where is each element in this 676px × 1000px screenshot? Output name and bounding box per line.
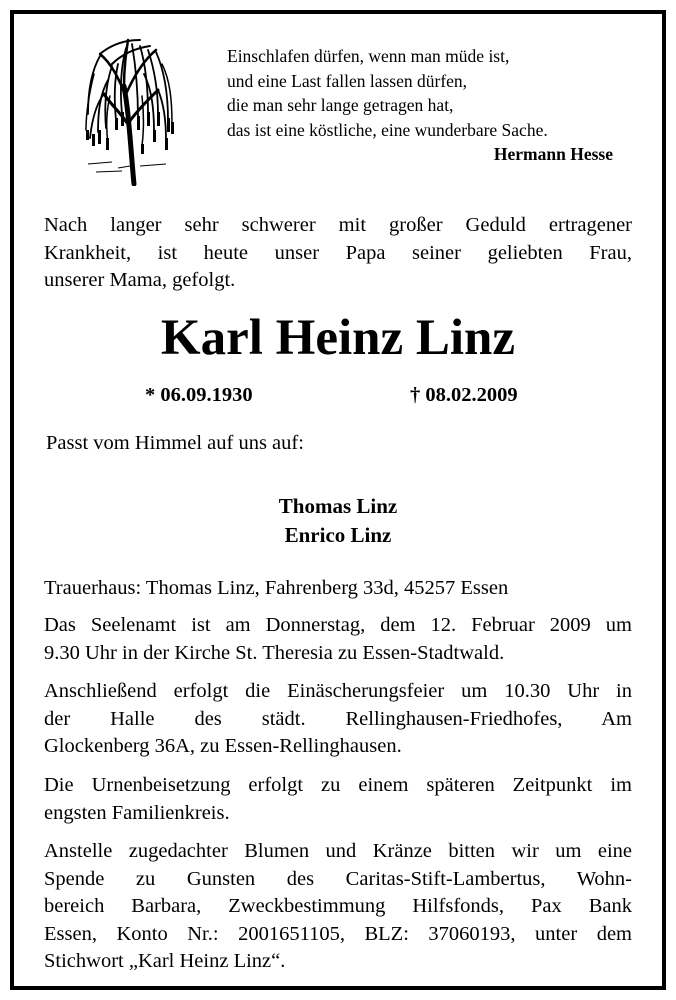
trauerhaus-paragraph — [44, 575, 632, 603]
feier-line: der Halle des städt. Rellinghausen-Friedhofes, Am — [44, 707, 632, 730]
spende-line: Essen, Konto Nr.: 2001651105, BLZ: 37060193, unter dem — [44, 922, 632, 945]
birth-date: * 06.09.1930 — [145, 384, 253, 406]
seelenamt-line: Das Seelenamt ist am Donnerstag, dem 12. Februar 2009 um — [44, 614, 632, 636]
seelenamt-paragraph — [44, 612, 632, 667]
spende-paragraph — [44, 838, 632, 976]
urne-paragraph — [44, 772, 632, 827]
mourner-name: Enrico Linz — [284, 523, 392, 547]
poem-line: und eine Last fallen lassen dürfen, — [227, 70, 468, 91]
spende-line: Anstelle zugedachter Blumen und Kränze bitten wir um eine — [44, 840, 632, 862]
poem-line: das ist eine köstliche, eine wunderbare Sache. — [227, 119, 548, 140]
intro-line: unserer Mama, gefolgt. — [44, 269, 236, 291]
poem-author: Hermann Hesse — [493, 144, 613, 164]
watch-over-text: Passt vom Himmel auf uns auf: — [46, 432, 304, 454]
poem-line: Einschlafen dürfen, wenn man müde ist, — [227, 46, 510, 66]
seelenamt-line: 9.30 Uhr in der Kirche St. Theresia zu Essen-Stadtwald. — [44, 641, 505, 664]
intro-paragraph — [44, 212, 632, 295]
mourner-name: Thomas Linz — [278, 494, 398, 518]
weeping-willow-icon — [82, 34, 176, 186]
poem-line: die man sehr lange getragen hat, — [227, 95, 454, 115]
urne-line: engsten Familienkreis. — [44, 801, 230, 824]
feier-line: Glockenberg 36A, zu Essen-Rellinghausen. — [44, 735, 402, 757]
deceased-name: Karl Heinz Linz — [160, 310, 516, 366]
death-date: † 08.02.2009 — [410, 384, 518, 406]
intro-line: Krankheit, ist heute unser Papa seiner geliebten Frau, — [44, 241, 632, 264]
feier-line: Anschließend erfolgt die Einäscherungsfeier um 10.30 Uhr in — [44, 680, 632, 702]
trauerhaus-line: Trauerhaus: Thomas Linz, Fahrenberg 33d, 45257 Essen — [44, 577, 509, 599]
spende-line: Stichwort „Karl Heinz Linz“. — [44, 950, 286, 972]
intro-line: Nach langer sehr schwerer mit großer Geduld ertragener — [44, 214, 632, 236]
urne-line: Die Urnenbeisetzung erfolgt zu einem späteren Zeitpunkt im — [44, 774, 632, 796]
spende-line: bereich Barbara, Zweckbestimmung Hilfsfonds, Pax Bank — [44, 895, 632, 917]
spende-line: Spende zu Gunsten des Caritas-Stift-Lambertus, Wohn- — [44, 867, 632, 890]
mourners-list — [0, 492, 676, 550]
poem-quote — [227, 44, 627, 167]
feier-paragraph — [44, 678, 632, 761]
